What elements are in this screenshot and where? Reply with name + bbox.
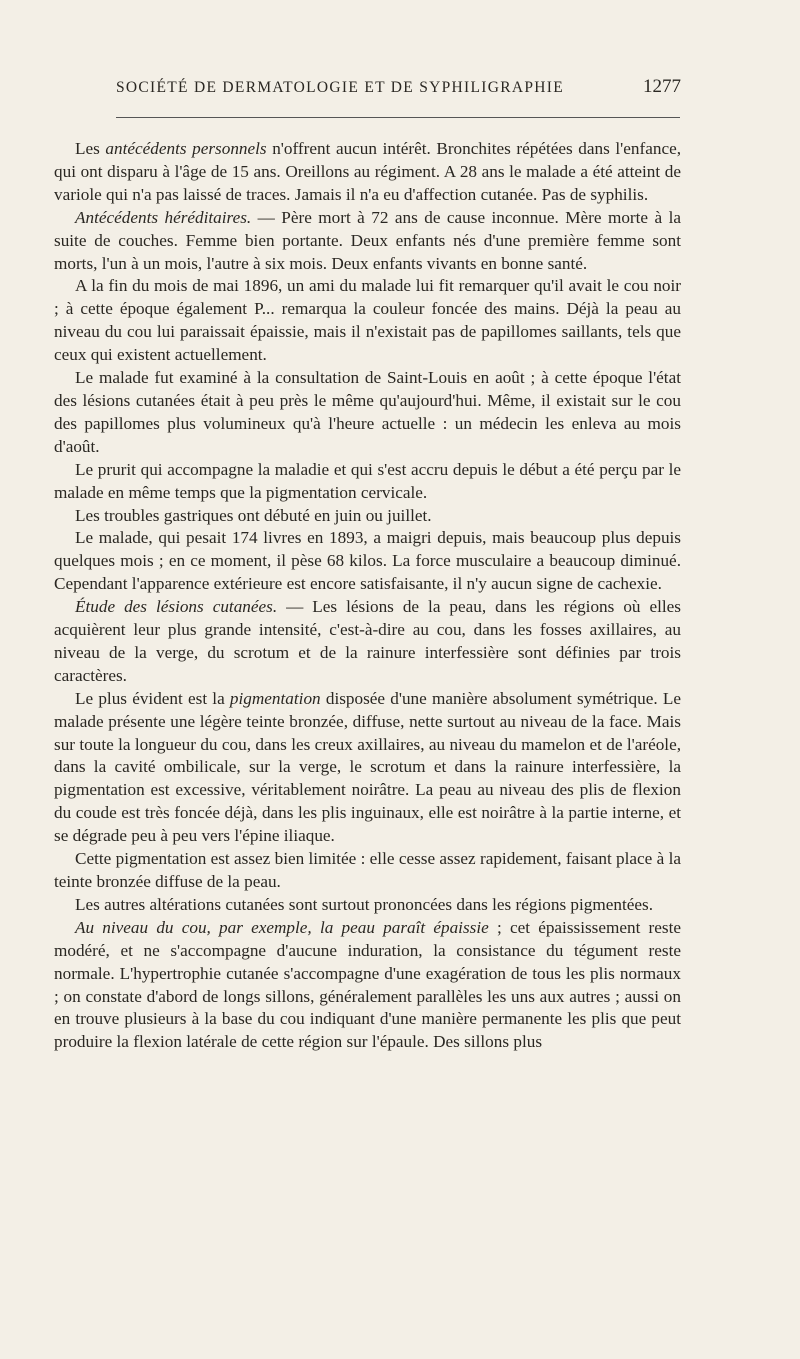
paragraph: Le malade, qui pesait 174 livres en 1893, a maigri depuis, mais beaucoup plus depuis quelques mois ; en ce moment, il pèse 68 kilos. La force musculaire a beaucoup diminué. Cependant l'apparence extérieure est encore satisfaisante, il n'y aucun signe de cachexie. — [54, 528, 681, 594]
paragraph: Le plus évident est la pigmentation disposée d'une manière absolument symétrique. Le malade présente une légère teinte bronzée, diffuse, nette surtout au niveau de la face. Mais sur toute la longueur du cou, dans les creux axillaires, au niveau du mamelon et de l'aréole, dans la cavité ombilicale, sur la verge, le scrotum et dans la rainure interfessière, la pigmentation est excessive, véritablement noirâtre. La peau au niveau des plis de flexion du coude est très foncée déjà, dans les plis inguinaux, elle est noirâtre à la partie interne, et se dégrade peu à peu vers l'épine iliaque. — [54, 688, 681, 846]
italic-lead: Étude des lésions cutanées. — [75, 597, 278, 617]
page-number: 1277 — [643, 76, 681, 97]
paragraph: Le prurit qui accompagne la maladie et qui s'est accru depuis le début a été perçu par le malade en même temps que la pigmentation cervicale. — [54, 459, 681, 502]
running-title: SOCIÉTÉ DE DERMATOLOGIE ET DE SYPHILIGRAPHIE — [116, 79, 564, 96]
italic-lead: antécédents personnels — [105, 139, 267, 158]
header-rule — [116, 117, 680, 118]
paragraph: Le malade fut examiné à la consultation de Saint-Louis en août ; à cette époque l'état des lésions cutanées était à peu près le même qu'aujourd'hui. Même, il existait sur le cou des papillomes plus volumineux qu'à l'heure actuelle : un médecin les enleva au mois d'août. — [54, 368, 681, 456]
paragraph: Les antécédents personnels n'offrent aucun intérêt. Bronchites répétées dans l'enfance, qui ont disparu à l'âge de 15 ans. Oreillons au régiment. A 28 ans le malade a été atteint de variole qui n'a pas laissé de traces. Jamais il n'a eu d'affection cutanée. Pas de syphilis. — [54, 139, 681, 204]
italic-lead: pigmentation — [229, 688, 321, 708]
italic-lead: Antécédents héréditaires. — [75, 207, 252, 227]
paragraph: Cette pigmentation est assez bien limitée : elle cesse assez rapidement, faisant place à la teinte bronzée diffuse de la peau. — [54, 849, 681, 891]
paragraph: Étude des lésions cutanées. — Les lésions de la peau, dans les régions où elles acquièrent leur plus grande intensité, c'est-à-dire au cou, dans les fosses axillaires, au niveau de la verge, du scrotum et de la rainure interfessière sont définies par trois caractères. — [54, 597, 681, 685]
paragraph: Antécédents héréditaires. — Père mort à 72 ans de cause inconnue. Mère morte à la suite de couches. Femme bien portante. Deux enfants nés d'une première femme sont morts, l'un à un mois, l'autre à six mois. Deux enfants vivants en bonne santé. — [54, 207, 681, 273]
paragraph: Les autres altérations cutanées sont surtout prononcées dans les régions pigmentées. — [75, 894, 654, 914]
paragraph: A la fin du mois de mai 1896, un ami du malade lui fit remarquer qu'il avait le cou noir ; à cette époque également P... remarqua la couleur foncée des mains. Déjà la peau au niveau du cou lui paraissait épaissie, mais il n'existait pas de papillomes saillants, tels que ceux qui existent actuellement. — [54, 276, 681, 365]
body-text — [54, 138, 681, 1054]
paragraph: Les troubles gastriques ont débuté en juin ou juillet. — [75, 505, 432, 525]
italic-lead: Au niveau du cou, par exemple, la peau paraît épaissie — [75, 917, 489, 937]
running-header — [116, 76, 681, 98]
paragraph: Au niveau du cou, par exemple, la peau paraît épaissie ; cet épaississement reste modéré, et ne s'accompagne d'aucune induration, la consistance du tégument reste normale. L'hypertrophie cutanée s'accompagne d'une exagération de tous les plis normaux ; on constate d'abord de longs sillons, généralement parallèles les uns aux autres ; aussi on en trouve plusieurs à la base du cou indiquant d'une manière permanente les plis que peut produire la flexion latérale de cette région sur l'épaule. Des sillons plus — [54, 917, 681, 1052]
